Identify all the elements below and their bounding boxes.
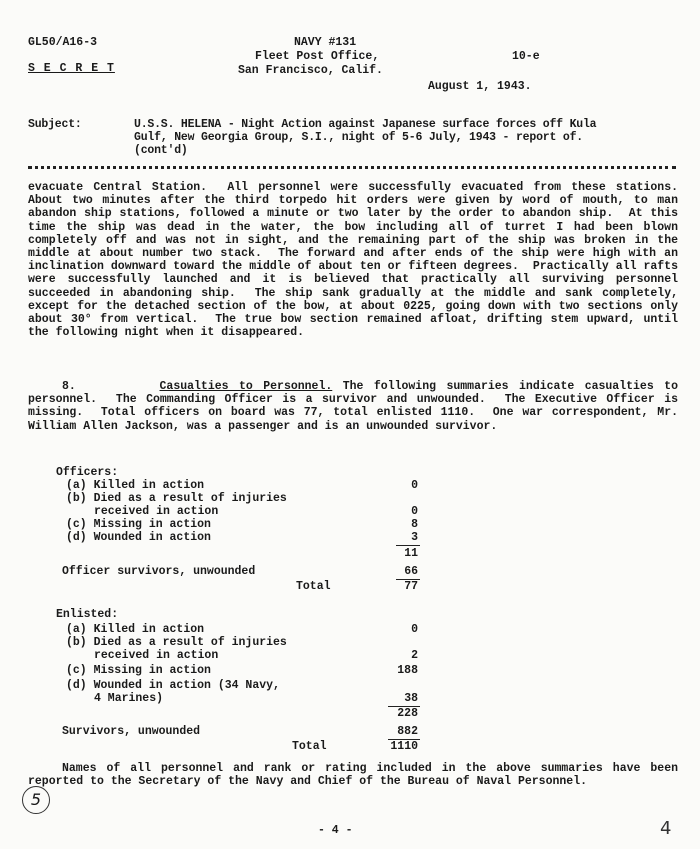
subject-label: Subject: <box>28 118 82 131</box>
officers-survivors-label: Officer survivors, unwounded <box>62 565 256 578</box>
closing-paragraph: Names of all personnel and rank or rating included in the above summaries have been reported to the Secretary of the Navy and Chief of the Bureau of Naval Personnel. <box>28 762 685 789</box>
paragraph-text: The following summaries indicate casualties to personnel. The Commanding Officer is a survivor and unwounded. The Executive Officer is missing. Total officers on board was 77, total enlisted 1110. One war correspondent, Mr. William Allen Jackson, was a passenger and is an unwounded survivor. <box>28 380 685 433</box>
enlisted-wounded-label: (d) Wounded in action (34 Navy, <box>66 679 280 692</box>
officers-died-value: 0 <box>411 505 418 518</box>
fleet-post-office: Fleet Post Office, <box>255 50 380 63</box>
enlisted-killed-value: 0 <box>411 623 418 636</box>
subject-line-1: U.S.S. HELENA - Night Action against Japanese surface forces off Kula <box>134 118 597 131</box>
classification-mark: S E C R E T <box>28 62 115 75</box>
separator-dashes <box>28 166 676 169</box>
enlisted-killed-label: (a) Killed in action <box>66 623 205 636</box>
officers-survivors-value: 66 <box>404 565 418 578</box>
paragraph-evacuation: evacuate Central Station. All personnel were successfully evacuated from these stations. About two minutes after the third torpedo hit orders were given by word of mouth, to man abandon ship stations, followed a minute or two later by the order to abandon ship. At this time the ship was dead in the water, the bow including all of turret I had been blown completely off and was not in sight, and the remaining part of the ship was broken in the middle at about number two stack. The forward and after ends of the ship were high with an inclination downward toward the middle of about ten or fifteen degrees. Practically all rafts were successfully launched and it is believed that practically all surviving personnel succeeded in abandoning ship. The ship sank gradually at the middle and sank completely, except for the detached section of the bow, at about 0225, going down with two sections only about 30° from vertical. The true bow section remained afloat, drifting stem upward, until the following night when it disappeared. <box>28 181 692 340</box>
paragraph-heading: Casualties to Personnel. <box>159 380 333 393</box>
enlisted-wounded-label-2: 4 Marines) <box>94 692 164 705</box>
enlisted-died-label-2: received in action <box>94 649 219 662</box>
page-number: - 4 - <box>318 824 353 837</box>
circled-mark: 5 <box>22 786 50 814</box>
officers-missing-value: 8 <box>411 518 418 531</box>
enlisted-died-value: 2 <box>411 649 418 662</box>
date: August 1, 1943. <box>428 80 532 93</box>
paragraph-casualties <box>28 380 685 433</box>
paragraph-number: 8. <box>62 380 76 393</box>
handwritten-number: 4 <box>660 818 672 839</box>
officers-subtotal: 11 <box>404 547 418 560</box>
enlisted-survivors-value: 882 <box>397 725 418 738</box>
officers-killed-label: (a) Killed in action <box>66 479 205 492</box>
officers-died-label: (b) Died as a result of injuries <box>66 492 287 505</box>
enlisted-subtotal: 228 <box>397 707 418 720</box>
officers-missing-label: (c) Missing in action <box>66 518 211 531</box>
enlisted-total-label: Total <box>292 740 327 753</box>
code: 10-e <box>512 50 540 63</box>
subject-line-3: (cont'd) <box>134 144 188 157</box>
officers-wounded-value: 3 <box>411 531 418 544</box>
enlisted-title: Enlisted: <box>56 608 119 621</box>
officers-total-label: Total <box>296 580 331 593</box>
officers-total-value: 77 <box>404 580 418 593</box>
officers-title: Officers: <box>56 466 119 479</box>
enlisted-wounded-value: 38 <box>404 692 418 705</box>
subject-line-2: Gulf, New Georgia Group, S.I., night of 5-6 July, 1943 - report of. <box>134 131 583 144</box>
officers-died-label-2: received in action <box>94 505 219 518</box>
enlisted-survivors-label: Survivors, unwounded <box>62 725 201 738</box>
enlisted-died-label: (b) Died as a result of injuries <box>66 636 287 649</box>
file-reference: GL50/A16-3 <box>28 36 98 49</box>
enlisted-total-value: 1110 <box>390 740 418 753</box>
enlisted-missing-value: 188 <box>397 664 418 677</box>
enlisted-missing-label: (c) Missing in action <box>66 664 211 677</box>
navy-number: NAVY #131 <box>294 36 357 49</box>
officers-subtotal-rule <box>396 545 420 546</box>
officers-killed-value: 0 <box>411 479 418 492</box>
officers-wounded-label: (d) Wounded in action <box>66 531 211 544</box>
city-line: San Francisco, Calif. <box>238 64 383 77</box>
